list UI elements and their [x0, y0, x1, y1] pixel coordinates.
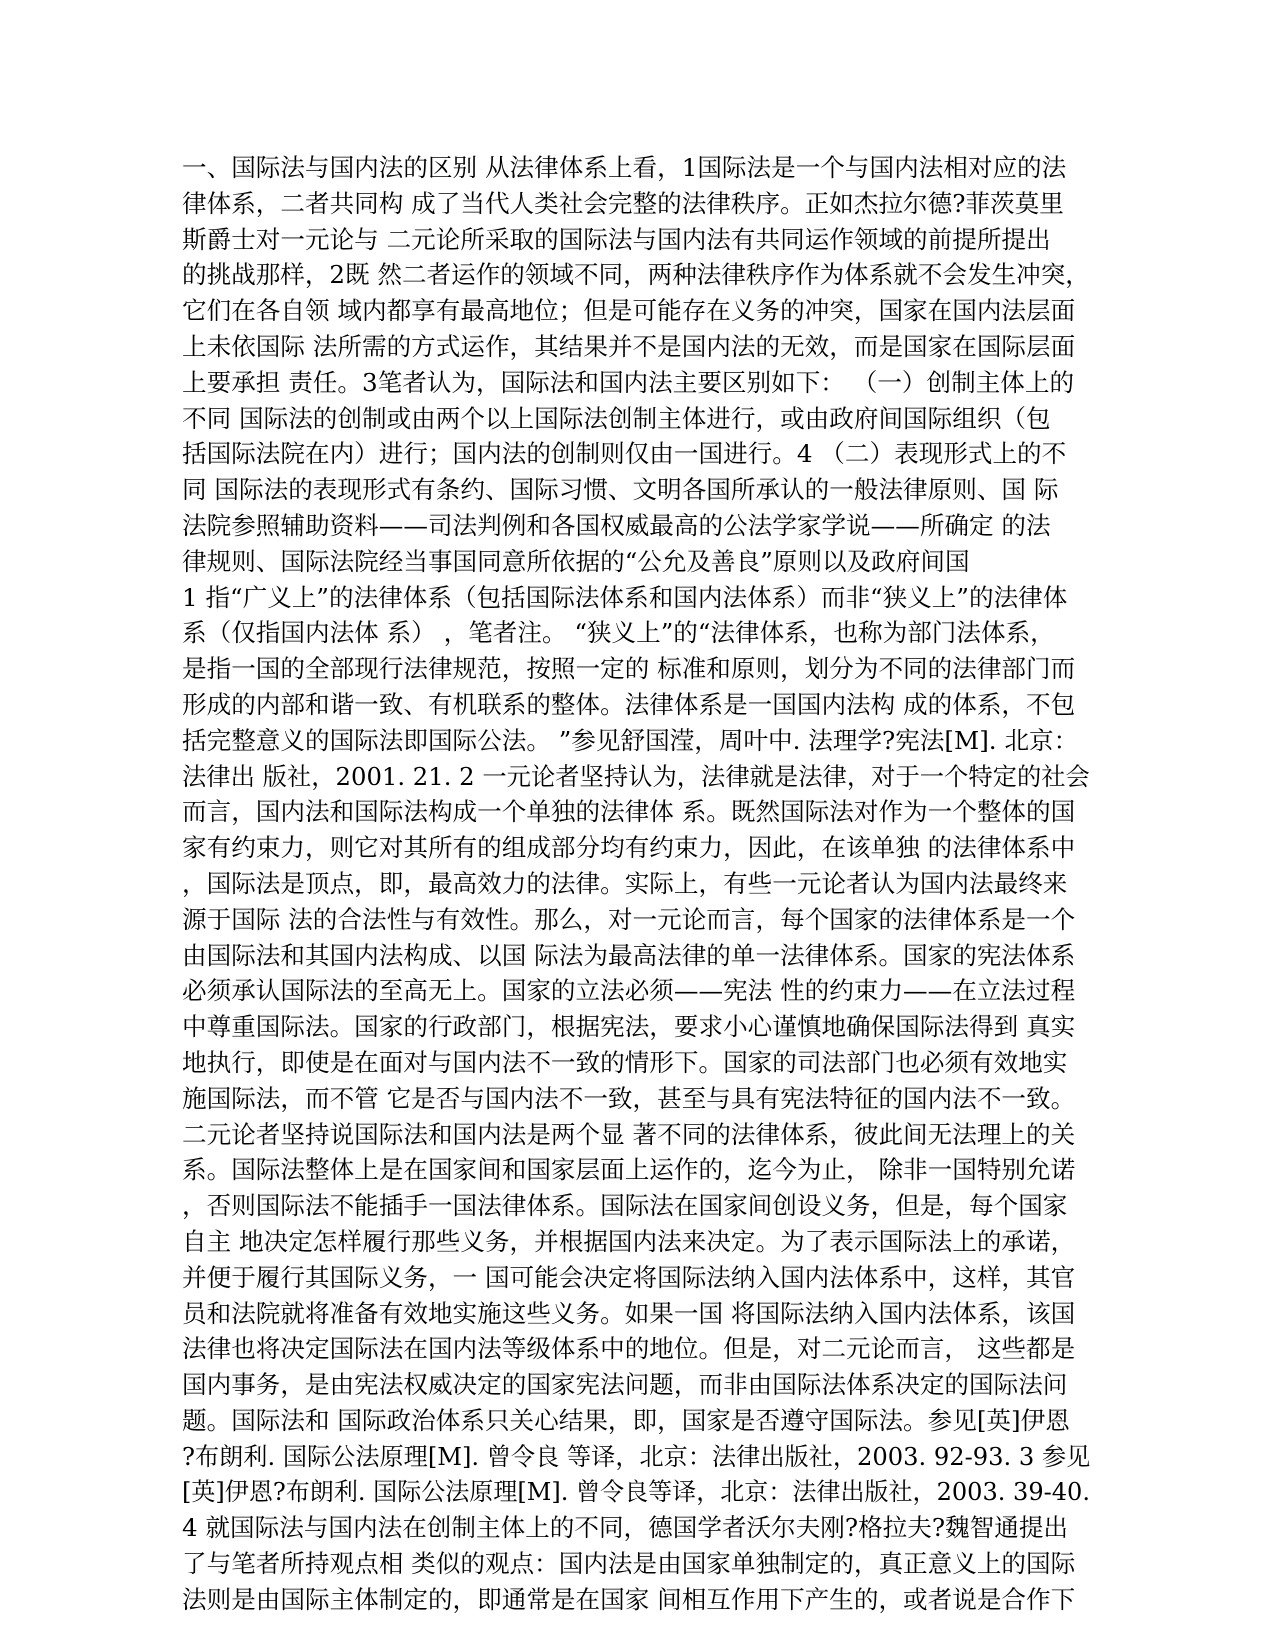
text-line: 必须承认国际法的至高无上。国家的立法必须——宪法 性的约束力——在立法过程 [182, 976, 1076, 1006]
text-line: ，国际法是顶点，即，最高效力的法律。实际上，有些一元论者认为国内法最终来 [182, 868, 1068, 898]
text-line: 国内事务，是由宪法权威决定的国家宪法问题，而非由国际法体系决定的国际法问 [182, 1370, 1068, 1400]
text-line: 括完整意义的国际法即国际公法。 ”参见舒国滢，周叶中. 法理学?宪法[M]. 北京： [182, 725, 1079, 755]
text-line: 斯爵士对一元论与 二元论所采取的国际法与国内法有共同运作领域的前提所提出 [182, 224, 1051, 254]
text-line: 不同 国际法的创制或由两个以上国际法创制主体进行，或由政府间国际组织（包 [182, 403, 1051, 433]
text-line: 系（仅指国内法体 系） ，笔者注。 “狭义上”的“法律体系，也称为部门法体系， [182, 618, 1055, 648]
body-text [182, 150, 1090, 1618]
text-line: 二元论者坚持说国际法和国内法是两个显 著不同的法律体系，彼此间无法理上的关 [182, 1119, 1076, 1149]
text-line: 它们在各自领 域内都享有最高地位；但是可能存在义务的冲突，国家在国内法层面 [182, 296, 1076, 326]
text-line: 系。国际法整体上是在国家间和国家层面上运作的，迄今为止， 除非一国特别允诺 [182, 1155, 1076, 1185]
text-line: ?布朗利. 国际公法原理[M]. 曾令良 等译，北京：法律出版社，2003. 92-93. 3 参见 [182, 1441, 1091, 1471]
text-line: 形成的内部和谐一致、有机联系的整体。法律体系是一国国内法构 成的体系，不包 [182, 689, 1076, 719]
text-line: 员和法院就将准备有效地实施这些义务。如果一国 将国际法纳入国内法体系，该国 [182, 1298, 1076, 1328]
text-line: 而言，国内法和国际法构成一个单独的法律体 系。既然国际法对作为一个整体的国 [182, 797, 1076, 827]
text-line: 一、国际法与国内法的区别 从法律体系上看，1国际法是一个与国内法相对应的法 [182, 153, 1067, 182]
text-line: 法院参照辅助资料——司法判例和各国权威最高的公法学家学说——所确定 的法 [182, 510, 1051, 540]
text-line: 施国际法，而不管 它是否与国内法不一致，甚至与具有宪法特征的国内法不一致。 [182, 1083, 1076, 1113]
text-line: 由国际法和其国内法构成、以国 际法为最高法律的单一法律体系。国家的宪法体系 [182, 940, 1076, 970]
text-line: 4 就国际法与国内法在创制主体上的不同，德国学者沃尔夫刚?格拉夫?魏智通提出 [182, 1513, 1069, 1543]
text-line: 同 国际法的表现形式有条约、国际习惯、文明各国所承认的一般法律原则、国 际 [182, 475, 1059, 505]
text-line: 法律出 版社，2001. 21. 2 一元论者坚持认为，法律就是法律，对于一个特定的社会 [182, 761, 1090, 791]
text-line: 1 指“广义上”的法律体系（包括国际法体系和国内法体系）而非“狭义上”的法律体 [182, 582, 1068, 612]
text-line: 自主 地决定怎样履行那些义务，并根据国内法来决定。为了表示国际法上的承诺， [182, 1226, 1076, 1256]
text-line: 题。国际法和 国际政治体系只关心结果，即，国家是否遵守国际法。参见[英]伊恩 [182, 1405, 1070, 1435]
text-line: 的挑战那样，2既 然二者运作的领域不同，两种法律秩序作为体系就不会发生冲突， [182, 260, 1090, 290]
text-line: 上未依国际 法所需的方式运作，其结果并不是国内法的无效，而是国家在国际层面 [182, 331, 1076, 361]
text-line: [英]伊恩?布朗利. 国际公法原理[M]. 曾令良等译，北京：法律出版社，2003. 39-40. [182, 1477, 1090, 1507]
text-line: 中尊重国际法。国家的行政部门，根据宪法，要求小心谨慎地确保国际法得到 真实 [182, 1012, 1076, 1042]
text-line: ，否则国际法不能插手一国法律体系。国际法在国家间创设义务，但是，每个国家 [182, 1191, 1068, 1221]
text-line: 家有约束力，则它对其所有的组成部分均有约束力，因此，在该单独 的法律体系中 [182, 833, 1076, 863]
text-line: 地执行，即使是在面对与国内法不一致的情形下。国家的司法部门也必须有效地实 [182, 1047, 1068, 1077]
text-line: 上要承担 责任。3笔者认为，国际法和国内法主要区别如下： （一）创制主体上的 [182, 367, 1075, 397]
text-line: 法则是由国际主体制定的，即通常是在国家 间相互作用下产生的，或者说是合作下 [182, 1584, 1076, 1614]
text-line: 括国际法院在内）进行；国内法的创制则仅由一国进行。4 （二）表现形式上的不 [182, 439, 1067, 469]
text-line: 了与笔者所持观点相 类似的观点：国内法是由国家单独制定的，真正意义上的国际 [182, 1549, 1076, 1579]
text-line: 并便于履行其国际义务，一 国可能会决定将国际法纳入国内法体系中，这样，其官 [182, 1262, 1076, 1292]
text-line: 是指一国的全部现行法律规范，按照一定的 标准和原则，划分为不同的法律部门而 [182, 654, 1076, 684]
text-line: 律体系，二者共同构 成了当代人类社会完整的法律秩序。正如杰拉尔德?菲茨莫里 [182, 188, 1064, 218]
text-line: 源于国际 法的合法性与有效性。那么，对一元论而言，每个国家的法律体系是一个 [182, 904, 1076, 934]
text-line: 法律也将决定国际法在国内法等级体系中的地位。但是，对二元论而言， 这些都是 [182, 1334, 1076, 1364]
text-line: 律规则、国际法院经当事国同意所依据的“公允及善良”原则以及政府间国 [182, 546, 970, 576]
